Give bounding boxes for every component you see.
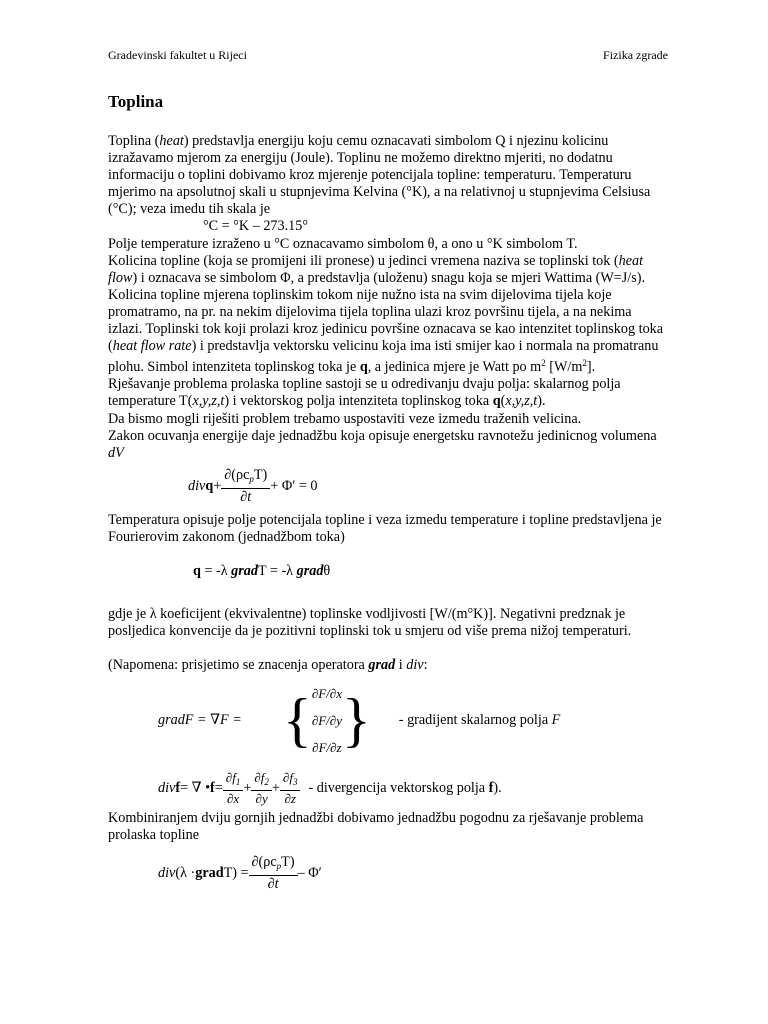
document-body (108, 133, 668, 903)
energy-equation: div q + $\frac{\partial(\rho c_pT)}{\partial t}$ + Φ′ = 0 (188, 467, 318, 506)
paragraph-relations: Da bismo mogli riješiti problem trebamo uspostaviti veze izmedu traženih velicina. (108, 410, 582, 427)
paragraph-fourier: Temperatura opisuje polje potencijala topline i veza izmedu temperature i topline predstavljena je Fourierovim zakonom (jednadžbom toka) (108, 511, 662, 545)
heat-equation: div (λ · grad T) = $\frac{\partial(\rho c_pT)}{\partial t}$ – Φ′ (158, 853, 322, 893)
fourier-equation: q = -λ gradT = -λ gradθ (193, 562, 331, 579)
paragraph-combined: Kombiniranjem dviju gornjih jednadžbi dobivamo jednadžbu pogodnu za rješavanje problema prolaska topline (108, 810, 644, 844)
paragraph-heat-flow-rate: Kolicina topline mjerena toplinskim tokom nije nužno ista na svim dijelovima tijela koje promatramo, na pr. na nekim dijelovima tijela toplina ulazi kroz površinu tijela, a na nekima izlazi. Toplinski tok koji prolazi kroz jedinicu površine oznacava se kao intenzitet toplinskog toka (heat flow rate) i predstavlja vektorsku velicinu koja ima isti smijer kao i normala na promatranu plohu. Simbol intenziteta toplinskog toka je q, a jedinica mjere je Watt po $m^2$ $[W/m^2]$. (108, 286, 664, 376)
gradient-definition: gradF = ∇F = { ∂F/∂x ∂F/∂y ∂F/∂z } - gradijent skalarnog polja F (108, 674, 668, 766)
page-title: Toplina (108, 92, 164, 111)
paragraph-fields: Rješavanje problema prolaska topline sastoji se u odredivanju dvaju polja: skalarnog polja temperature T(x,y,z,t) i vektorskog polja intenziteta toplinskog toka q(x,y,z,t). (108, 376, 621, 410)
paragraph-temperature-field: Polje temperature izraženo u °C oznacavamo simbolom θ, a ono u °K simbolom T. (108, 235, 578, 252)
paragraph-heat-flow: Kolicina topline (koja se promijeni ili pronese) u jedinci vremena naziva se toplinski tok (heat flow) i oznacava se simbolom Φ, a predstavlja (uloženu) snagu koja se mjeri Wattima (W=J/s). (108, 252, 646, 286)
divergence-definition: div f = ∇ • f = $\frac{\partial f_1}{\partial x}$ + $\frac{\partial f_2}{\partial y}$ + $\frac{\partial f_3}{\partial z}$ - divergencija vektorskog polja f). (158, 769, 502, 806)
gradient-vector: ∂F/∂x ∂F/∂y ∂F/∂z (311, 685, 342, 755)
heat-fraction: $\frac{\partial(\rho c_pT)}{\partial t}$ (249, 854, 298, 893)
header-course: Fizika zgrade (603, 48, 668, 62)
paragraph-conductivity: gdje je λ koeficijent (ekvivalentne) toplinske vodljivosti [W/(m°K)]. Negativni predznak je posljedica konvencije da je pozitivni toplinski tok u smjeru od više prema nižoj temperaturi. (108, 606, 632, 640)
paragraph-energy-law: Zakon ocuvanja energije daje jednadžbu koja opisuje energetsku ravnotežu jedinicnog volumena dV (108, 427, 657, 461)
paragraph-intro: Toplina (heat) predstavlja energiju koju cemu oznacavati simbolom Q i njezinu kolicinu izražavamo mjerom za energiju (Joule). Toplinu ne možemo direktno mjeriti, no dodatnu informaciju o toplini dobivamo kroz mjerenje potencijala topline: temperaturu. Temperaturu mjerimo na apsolutnoj skali u stupnjevima Kelvina (°K), a na relativnoj u stupnjevima Celsiusa (°C); veza imedu tih skala je (108, 133, 651, 218)
scale-equation: °C = °K – 273.15° (203, 218, 309, 235)
paragraph-note: (Napomena: prisjetimo se znacenja operatora grad i div: (108, 657, 428, 674)
header-institution: Gradevinski fakultet u Rijeci (108, 48, 247, 62)
energy-fraction: $\frac{\partial(\rho c_pT)}{\partial t}$ (221, 467, 270, 506)
